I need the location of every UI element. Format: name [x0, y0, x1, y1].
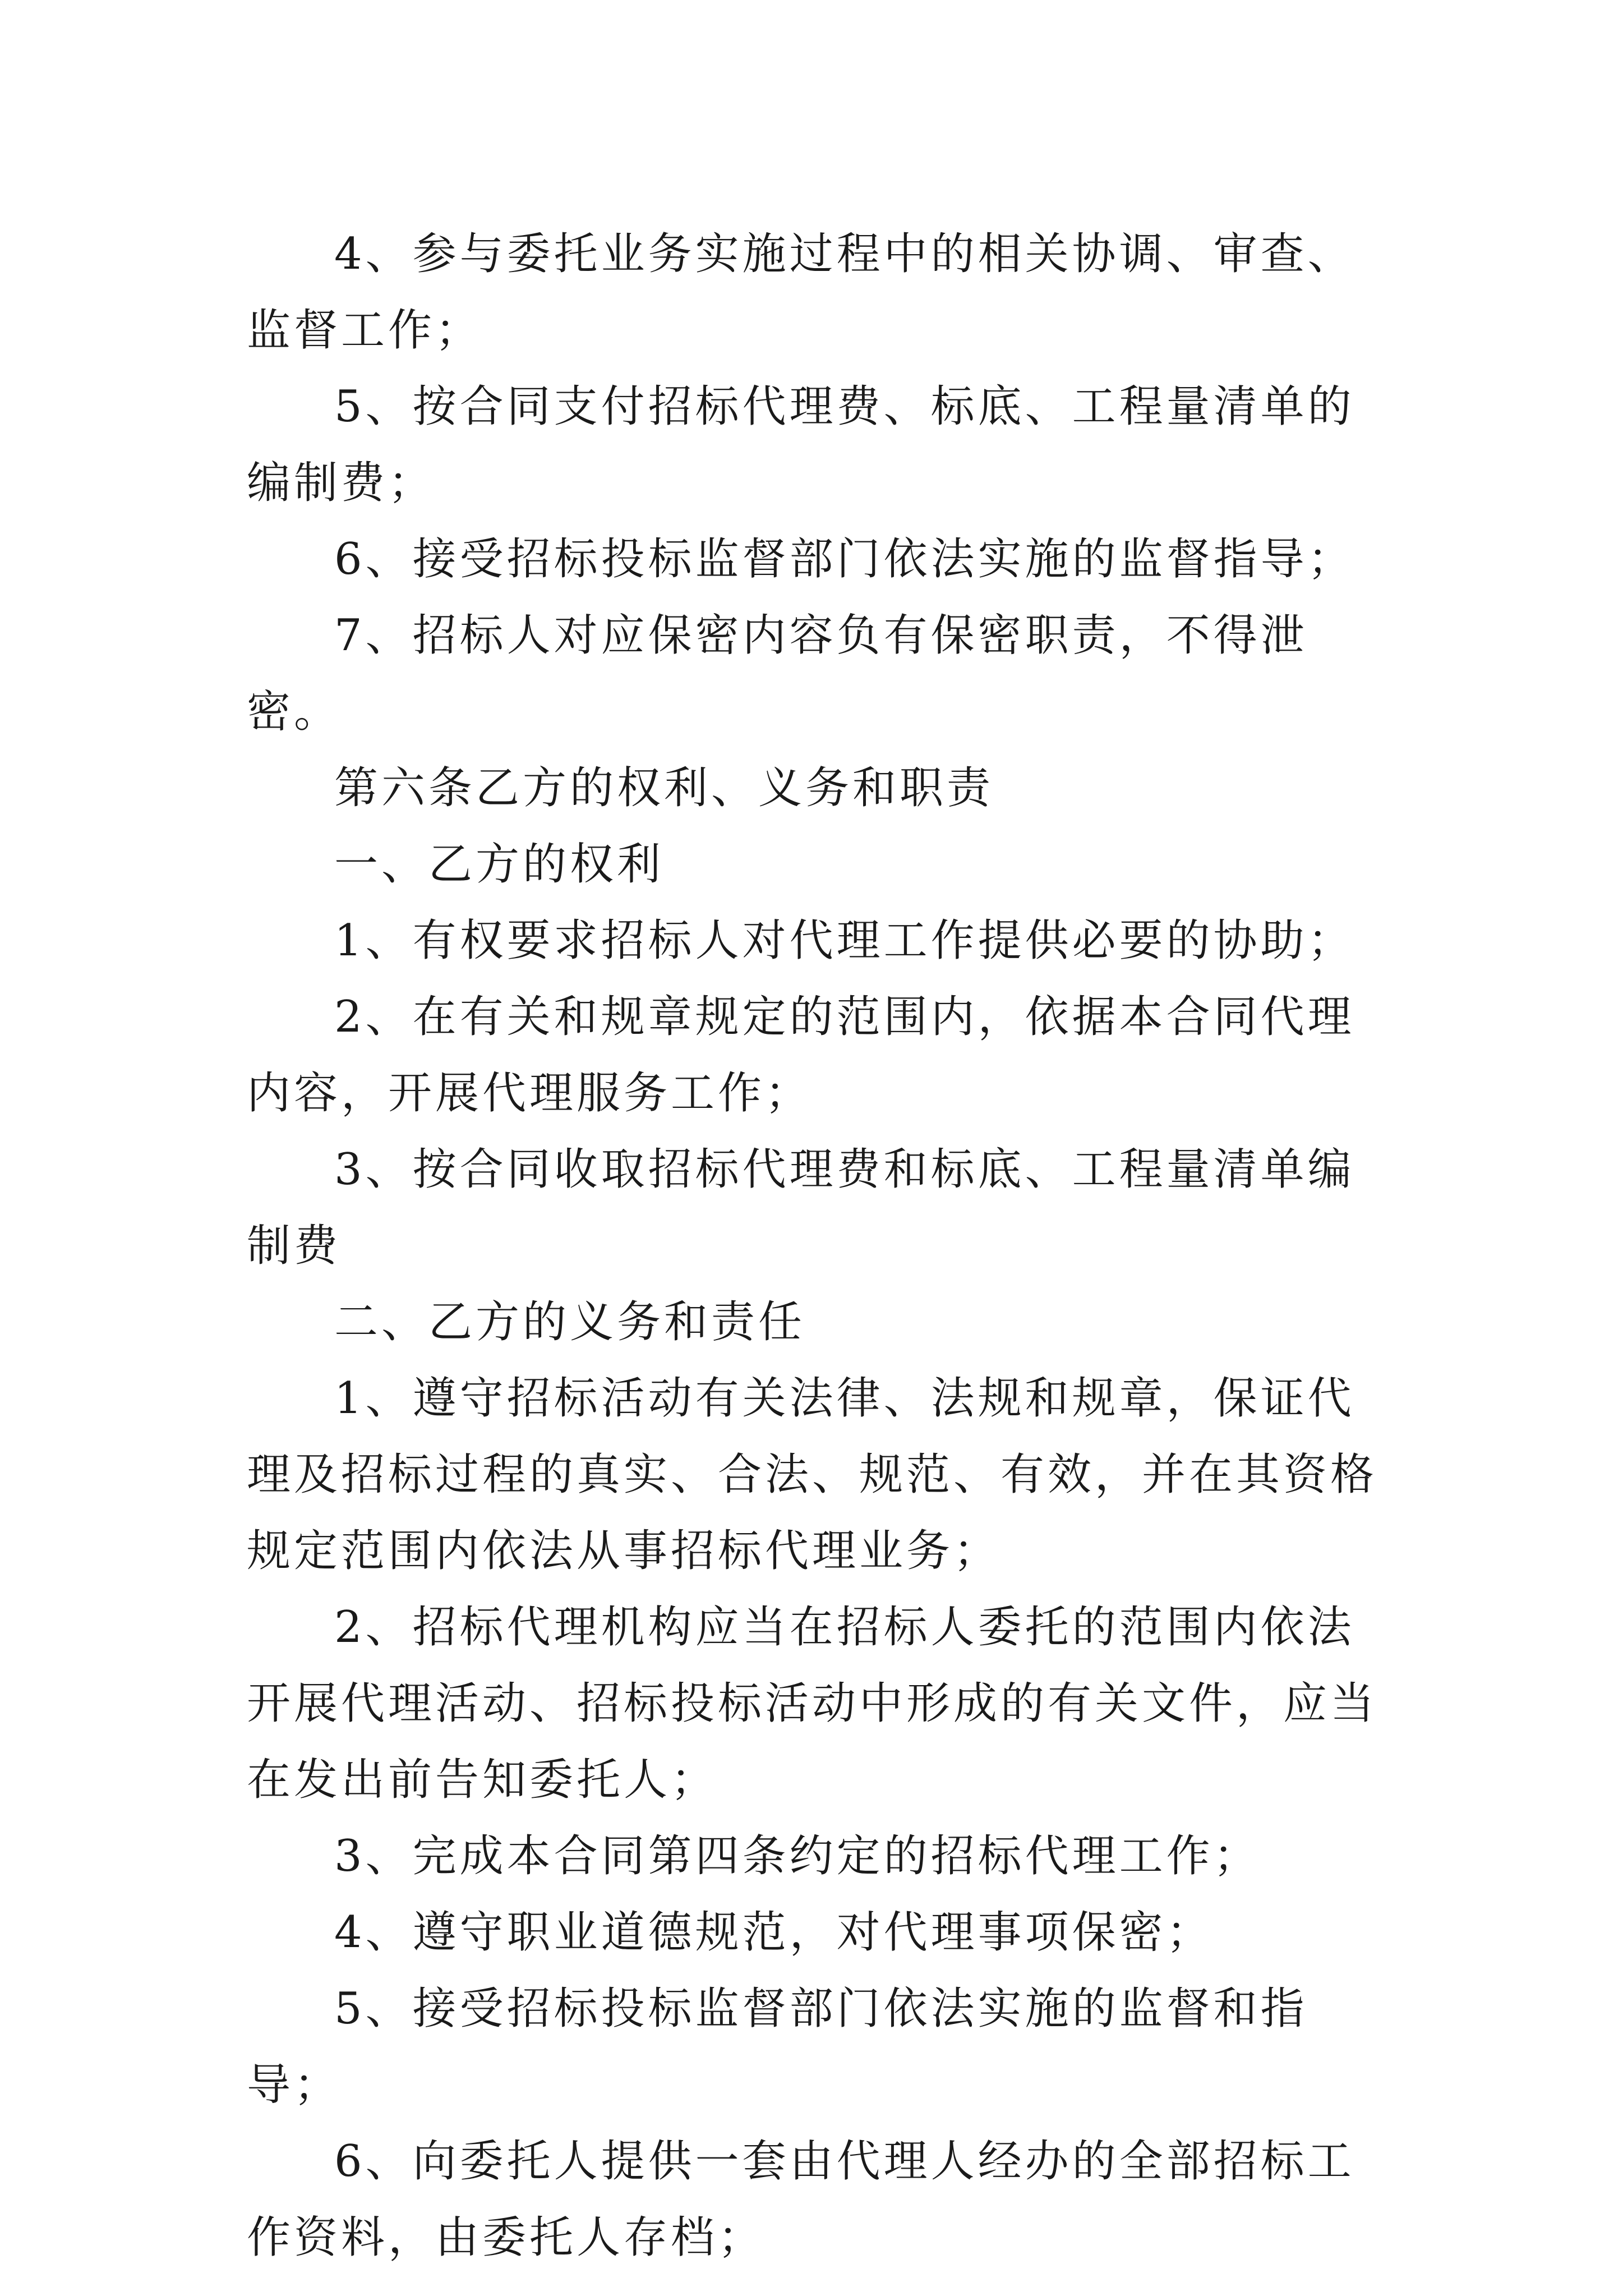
clause-paragraph: 2、招标代理机构应当在招标人委托的范围内依法开展代理活动、招标投标活动中形成的有关文件，应当在发出前告知委托人； [247, 1602, 1378, 1805]
clause-paragraph: 6、接受招标投标监督部门依法实施的监督指导； [334, 534, 1355, 585]
clause-paragraph: 5、接受招标投标监督部门依法实施的监督和指导； [247, 1984, 1308, 2110]
clause-paragraph: 1、有权要求招标人对代理工作提供必要的协助； [334, 915, 1355, 966]
clause-paragraph: 1、遵守招标活动有关法律、法规和规章，保证代理及招标过程的真实、合法、规范、有效，并在其资格规定范围内依法从事招标代理业务； [247, 1373, 1378, 1576]
clause-paragraph: 4、遵守职业道德规范，对代理事项保密； [334, 1907, 1214, 1958]
clause-paragraph: 6、向委托人提供一套由代理人经办的全部招标工作资料，由委托人存档； [247, 2136, 1355, 2263]
clause-paragraph: 2、在有关和规章规定的范围内，依据本合同代理内容，开展代理服务工作； [247, 992, 1355, 1119]
clause-paragraph: 5、按合同支付招标代理费、标底、工程量清单的编制费； [247, 381, 1355, 508]
section-heading: 二、乙方的义务和责任 [334, 1297, 806, 1347]
clause-paragraph: 3、按合同收取招标代理费和标底、工程量清单编制费 [247, 1144, 1355, 1271]
document-body [247, 216, 1385, 2276]
article-heading: 第六条乙方的权利、义务和职责 [334, 763, 994, 813]
clause-paragraph: 3、完成本合同第四条约定的招标代理工作； [334, 1831, 1261, 1881]
clause-paragraph: 7、招标人对应保密内容负有保密职责，不得泄密。 [247, 610, 1308, 737]
section-heading: 一、乙方的权利 [334, 839, 665, 890]
clause-paragraph: 4、参与委托业务实施过程中的相关协调、审查、监督工作； [247, 229, 1355, 356]
